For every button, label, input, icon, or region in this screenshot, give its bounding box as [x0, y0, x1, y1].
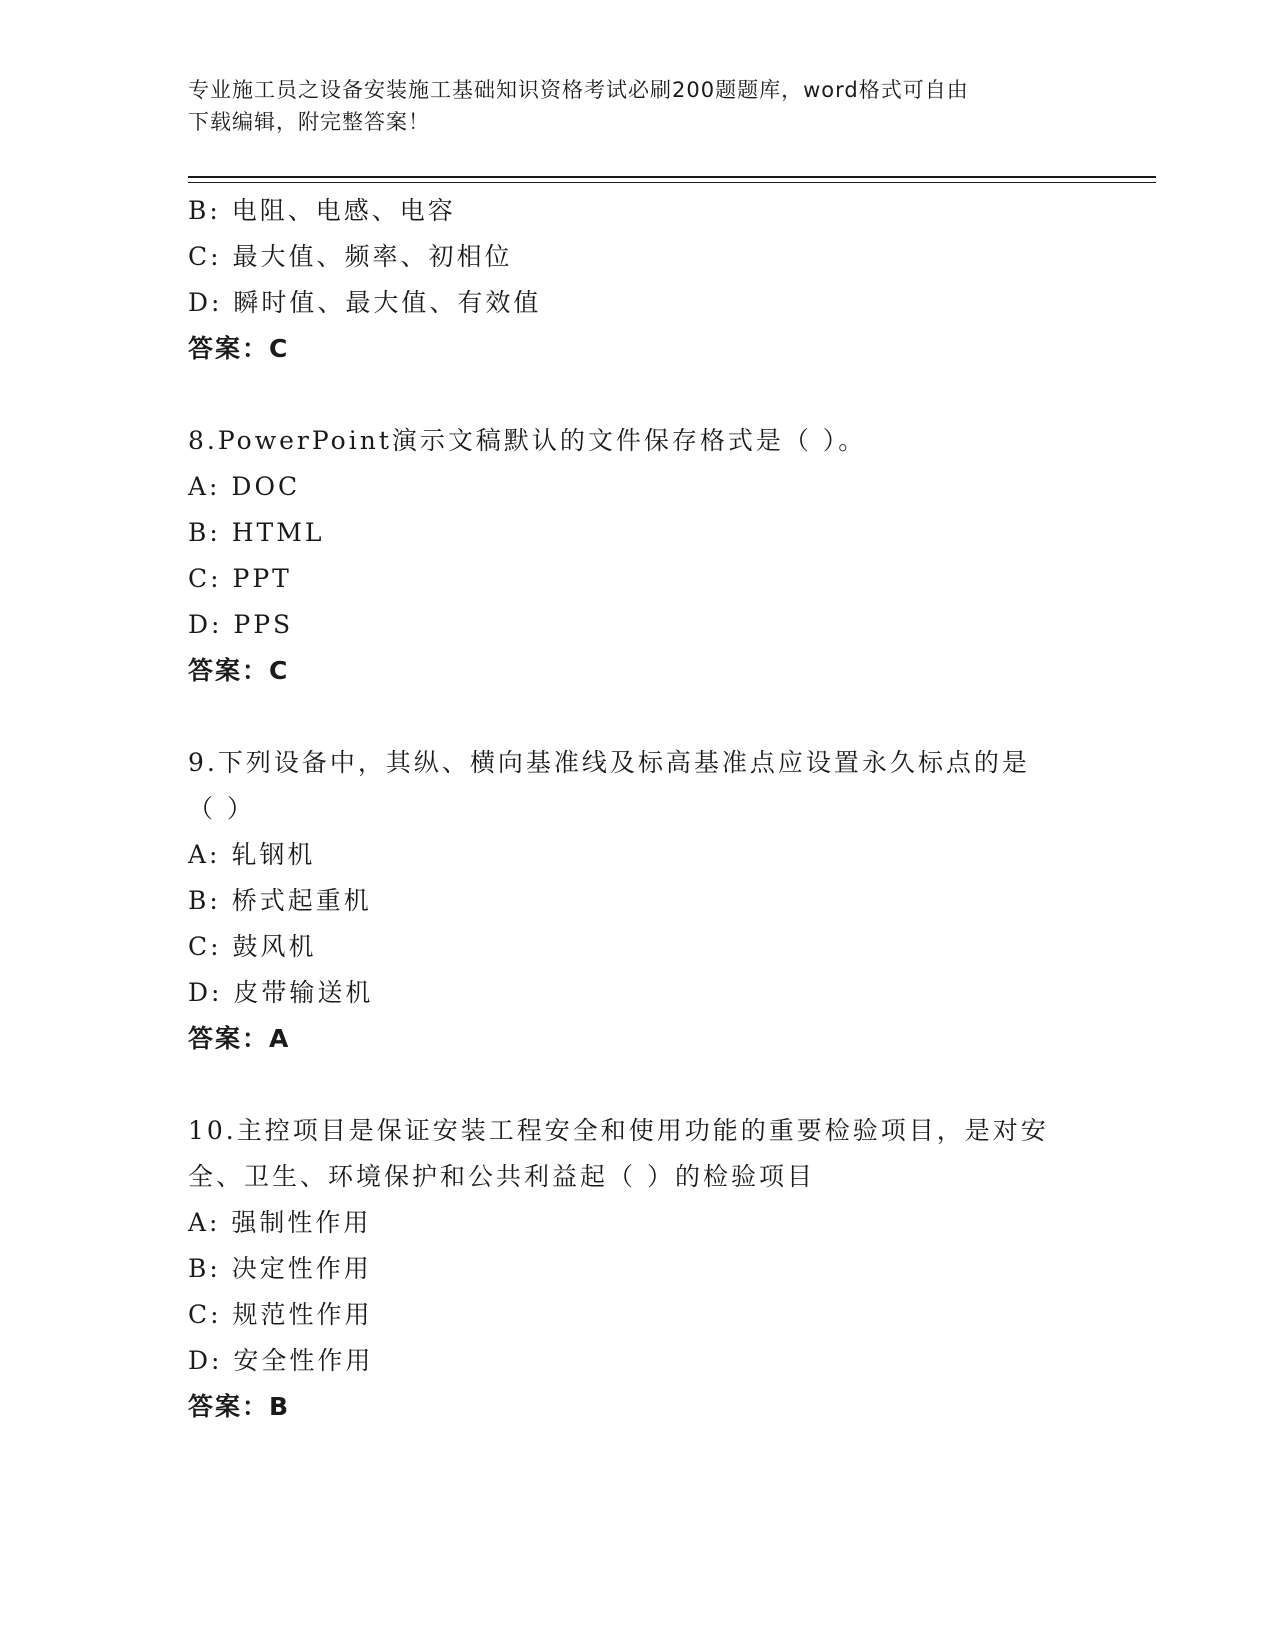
option-d: D: 皮带输送机 — [188, 978, 374, 1007]
option-a: A: DOC — [188, 472, 301, 501]
spacer — [188, 1062, 1088, 1108]
option-b: B: 桥式起重机 — [188, 886, 372, 915]
question-text: 8.PowerPoint演示文稿默认的文件保存格式是（ ）。 — [188, 426, 867, 455]
option-a: A: 轧钢机 — [188, 840, 316, 869]
option-d: D: 瞬时值、最大值、有效值 — [188, 288, 542, 317]
option-a: A: 强制性作用 — [188, 1208, 372, 1237]
option-c: C: PPT — [188, 564, 292, 593]
option-c: C: 鼓风机 — [188, 932, 317, 961]
option-c: C: 规范性作用 — [188, 1300, 373, 1329]
option-b: B: HTML — [188, 518, 325, 547]
header-line-2: 下载编辑，附完整答案！ — [188, 110, 430, 134]
option-d: D: PPS — [188, 610, 294, 639]
question-text-line-2: 全、卫生、环境保护和公共利益起（ ）的检验项目 — [188, 1162, 815, 1191]
question-10 — [188, 1108, 1088, 1430]
document-header — [188, 74, 1088, 138]
spacer — [188, 694, 1088, 740]
answer: 答案：B — [188, 1392, 291, 1421]
option-b: B: 电阻、电感、电容 — [188, 196, 456, 225]
option-b: B: 决定性作用 — [188, 1254, 372, 1283]
header-line-1: 专业施工员之设备安装施工基础知识资格考试必刷200题题库，word格式可自由 — [188, 78, 969, 102]
question-8 — [188, 418, 1088, 694]
answer: 答案：C — [188, 334, 290, 363]
question-text-line-1: 10.主控项目是保证安装工程安全和使用功能的重要检验项目，是对安 — [188, 1116, 1049, 1145]
question-text-line-1: 9.下列设备中，其纵、横向基准线及标高基准点应设置永久标点的是 — [188, 748, 1030, 777]
header-rule-thick — [188, 176, 1156, 178]
spacer — [188, 372, 1088, 418]
option-d: D: 安全性作用 — [188, 1346, 374, 1375]
answer: 答案：C — [188, 656, 290, 685]
option-c: C: 最大值、频率、初相位 — [188, 242, 513, 271]
question-list — [188, 188, 1088, 1430]
question-9 — [188, 740, 1088, 1062]
answer: 答案：A — [188, 1024, 291, 1053]
question-text-line-2: （ ） — [188, 794, 255, 823]
question-7-continued — [188, 188, 1088, 372]
header-rule-thin — [188, 182, 1156, 183]
